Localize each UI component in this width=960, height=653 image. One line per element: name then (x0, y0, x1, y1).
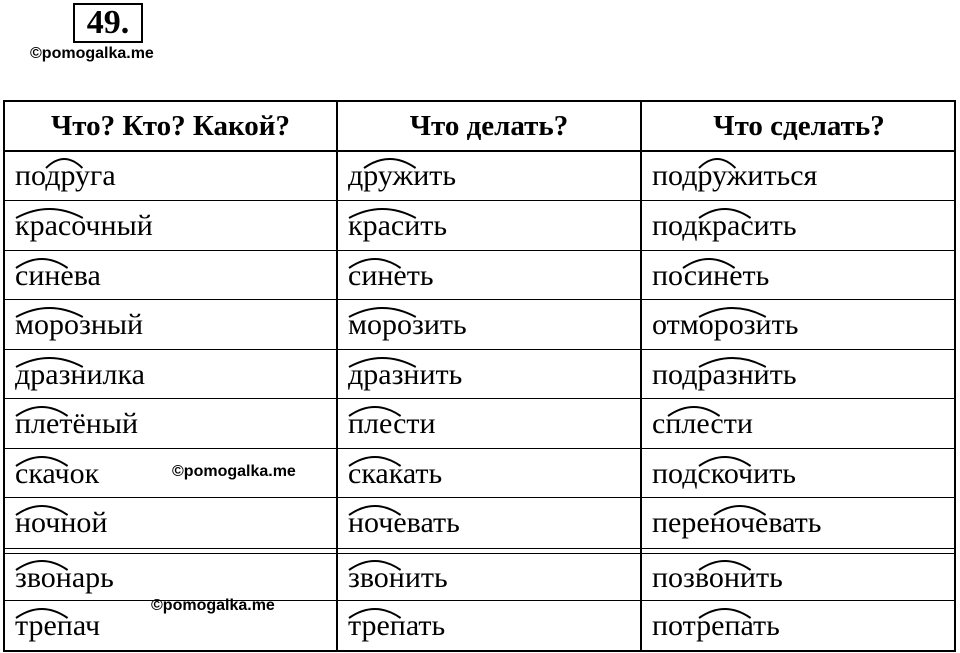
table-cell: посинеть (652, 259, 770, 292)
table-cell: подразнить (652, 358, 797, 391)
table-cell: ночевать (348, 506, 460, 539)
table-cell: потрепать (652, 609, 780, 642)
table-cell: синева (15, 259, 101, 292)
table-cell: плести (348, 407, 436, 440)
table-cell: подкрасить (652, 209, 797, 242)
row-divider (5, 349, 954, 350)
table-cell: дразнилка (15, 358, 145, 391)
row-divider (5, 600, 954, 601)
table-cell: звонить (348, 561, 448, 594)
watermark-bottom: ©pomogalka.me (151, 597, 275, 614)
word-root-table (3, 100, 956, 652)
task-number: 49. (73, 3, 143, 43)
table-cell: отморозить (652, 308, 799, 341)
table-cell: подскочить (652, 457, 796, 490)
table-cell: красочный (15, 209, 153, 242)
table-cell: трепать (348, 609, 446, 642)
column-header: Что делать? (409, 110, 569, 142)
column-header: Что? Кто? Какой? (51, 110, 290, 142)
table-cell: плетёный (15, 407, 139, 440)
table-cell: скакать (348, 457, 443, 490)
table-cell: дружить (348, 159, 457, 192)
row-divider (5, 448, 954, 449)
row-divider (5, 548, 954, 554)
column-divider (640, 102, 642, 650)
table-cell: подружиться (652, 159, 818, 192)
table-cell: позвонить (652, 561, 783, 594)
table-cell: морозить (348, 308, 467, 341)
row-divider (5, 250, 954, 251)
column-divider (336, 102, 338, 650)
table-cell: сплести (652, 407, 753, 440)
watermark-middle: ©pomogalka.me (172, 463, 296, 480)
watermark-top: ©pomogalka.me (30, 45, 154, 62)
table-cell: скачок (15, 457, 100, 490)
table-cell: ночной (15, 506, 108, 539)
table-cell: подруга (15, 159, 116, 192)
row-divider (5, 299, 954, 300)
table-cell: звонарь (15, 561, 114, 594)
table-cell: дразнить (348, 358, 463, 391)
table-cell: переночевать (652, 506, 822, 539)
column-header: Что сделать? (713, 110, 885, 142)
table-cell: трепач (15, 609, 101, 642)
table-cell: морозный (15, 308, 144, 341)
table-cell: синеть (348, 259, 434, 292)
table-cell: красить (348, 209, 448, 242)
row-divider (5, 398, 954, 399)
